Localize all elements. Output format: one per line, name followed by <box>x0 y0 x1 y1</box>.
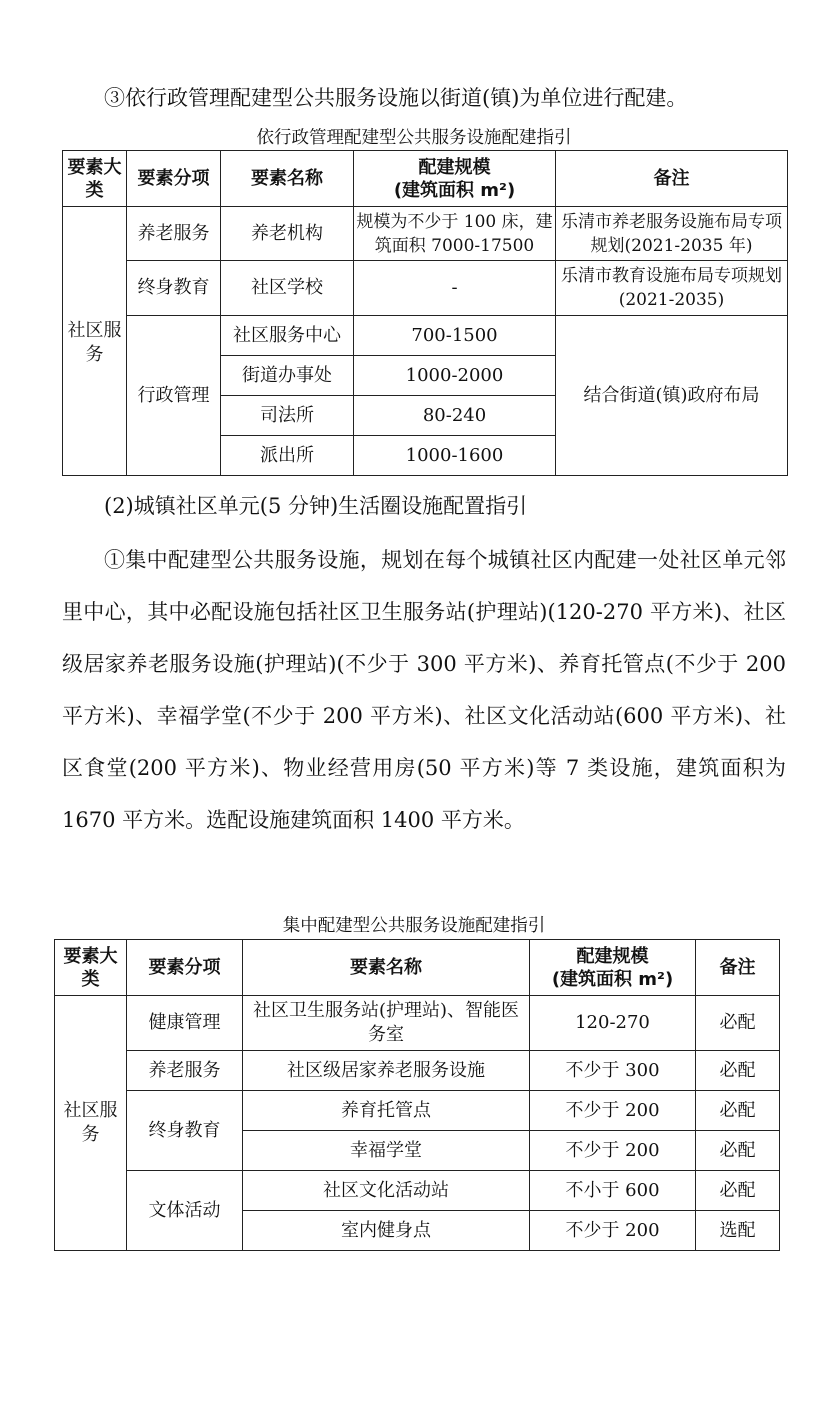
header-category: 要素大类 <box>63 151 127 207</box>
header-remark: 备注 <box>696 940 780 996</box>
scale-cell: 不少于 200 <box>530 1091 696 1131</box>
header-name: 要素名称 <box>243 940 530 996</box>
header-subcategory: 要素分项 <box>127 940 243 996</box>
table-row <box>55 1091 780 1131</box>
name-cell: 社区学校 <box>221 261 354 316</box>
header-category: 要素大类 <box>55 940 127 996</box>
name-cell: 司法所 <box>221 396 354 436</box>
scale-cell: - <box>354 261 556 316</box>
header-subcategory: 要素分项 <box>127 151 221 207</box>
table2 <box>54 939 780 1251</box>
scale-cell: 不少于 200 <box>530 1131 696 1171</box>
remark-cell: 必配 <box>696 1131 780 1171</box>
remark-cell: 必配 <box>696 1091 780 1131</box>
remark-cell: 必配 <box>696 1051 780 1091</box>
intro-paragraph: ③依行政管理配建型公共服务设施以街道(镇)为单位进行配建。 <box>104 86 688 110</box>
subcategory-cell: 文体活动 <box>127 1171 243 1251</box>
subcategory-cell: 健康管理 <box>127 996 243 1051</box>
table1-caption: 依行政管理配建型公共服务设施配建指引 <box>256 128 572 148</box>
subcategory-cell: 养老服务 <box>127 207 221 261</box>
category-cell: 社区服务 <box>63 207 127 476</box>
subcategory-cell: 行政管理 <box>127 316 221 476</box>
table-row <box>55 1171 780 1211</box>
table-row <box>55 996 780 1051</box>
name-cell: 社区卫生服务站(护理站)、智能医务室 <box>243 996 530 1051</box>
body-paragraph: ①集中配建型公共服务设施，规划在每个城镇社区内配建一处社区单元邻里中心，其中必配设施包括社区卫生服务站(护理站)(120-270 平方米)、社区级居家养老服务设施(护理站)(不少于 300 平方米)、养育托管点(不少于 200 平方米)、幸福学堂(不少于 200 平方米)、社区文化活动站(600 平方米)、社区食堂(200 平方米)、物业经营用房(50 平方米)等 7 类设施，建筑面积为 1670 平方米。选配设施建筑面积 1400 平方米。 <box>62 548 786 832</box>
name-cell: 派出所 <box>221 436 354 476</box>
name-cell: 室内健身点 <box>243 1211 530 1251</box>
name-cell: 街道办事处 <box>221 356 354 396</box>
name-cell: 养育托管点 <box>243 1091 530 1131</box>
scale-cell: 700-1500 <box>354 316 556 356</box>
scale-cell: 80-240 <box>354 396 556 436</box>
header-scale: 配建规模 (建筑面积 m²) <box>354 151 556 207</box>
table-row <box>63 207 788 261</box>
scale-cell: 120-270 <box>530 996 696 1051</box>
remark-cell: 乐清市教育设施布局专项规划(2021-2035) <box>556 261 788 316</box>
table-row <box>55 1051 780 1091</box>
remark-cell: 乐清市养老服务设施布局专项规划(2021-2035 年) <box>556 207 788 261</box>
section2-heading: (2)城镇社区单元(5 分钟)生活圈设施配置指引 <box>104 494 528 518</box>
table-row <box>63 261 788 316</box>
scale-cell: 不少于 300 <box>530 1051 696 1091</box>
table2-header-row <box>55 940 780 996</box>
remark-cell: 必配 <box>696 1171 780 1211</box>
table2-caption: 集中配建型公共服务设施配建指引 <box>282 916 546 936</box>
table1-header-row <box>63 151 788 207</box>
subcategory-cell: 养老服务 <box>127 1051 243 1091</box>
scale-cell: 不小于 600 <box>530 1171 696 1211</box>
name-cell: 社区级居家养老服务设施 <box>243 1051 530 1091</box>
remark-cell: 选配 <box>696 1211 780 1251</box>
header-name: 要素名称 <box>221 151 354 207</box>
scale-cell: 规模为不少于 100 床，建筑面积 7000-17500 <box>354 207 556 261</box>
scale-cell: 不少于 200 <box>530 1211 696 1251</box>
subcategory-cell: 终身教育 <box>127 1091 243 1171</box>
remark-cell: 必配 <box>696 996 780 1051</box>
scale-cell: 1000-1600 <box>354 436 556 476</box>
subcategory-cell: 终身教育 <box>127 261 221 316</box>
header-remark: 备注 <box>556 151 788 207</box>
scale-cell: 1000-2000 <box>354 356 556 396</box>
table1 <box>62 150 788 476</box>
name-cell: 养老机构 <box>221 207 354 261</box>
remark-cell: 结合街道(镇)政府布局 <box>556 316 788 476</box>
name-cell: 社区服务中心 <box>221 316 354 356</box>
name-cell: 幸福学堂 <box>243 1131 530 1171</box>
category-cell: 社区服务 <box>55 996 127 1251</box>
name-cell: 社区文化活动站 <box>243 1171 530 1211</box>
header-scale: 配建规模 (建筑面积 m²) <box>530 940 696 996</box>
table-row <box>63 316 788 356</box>
